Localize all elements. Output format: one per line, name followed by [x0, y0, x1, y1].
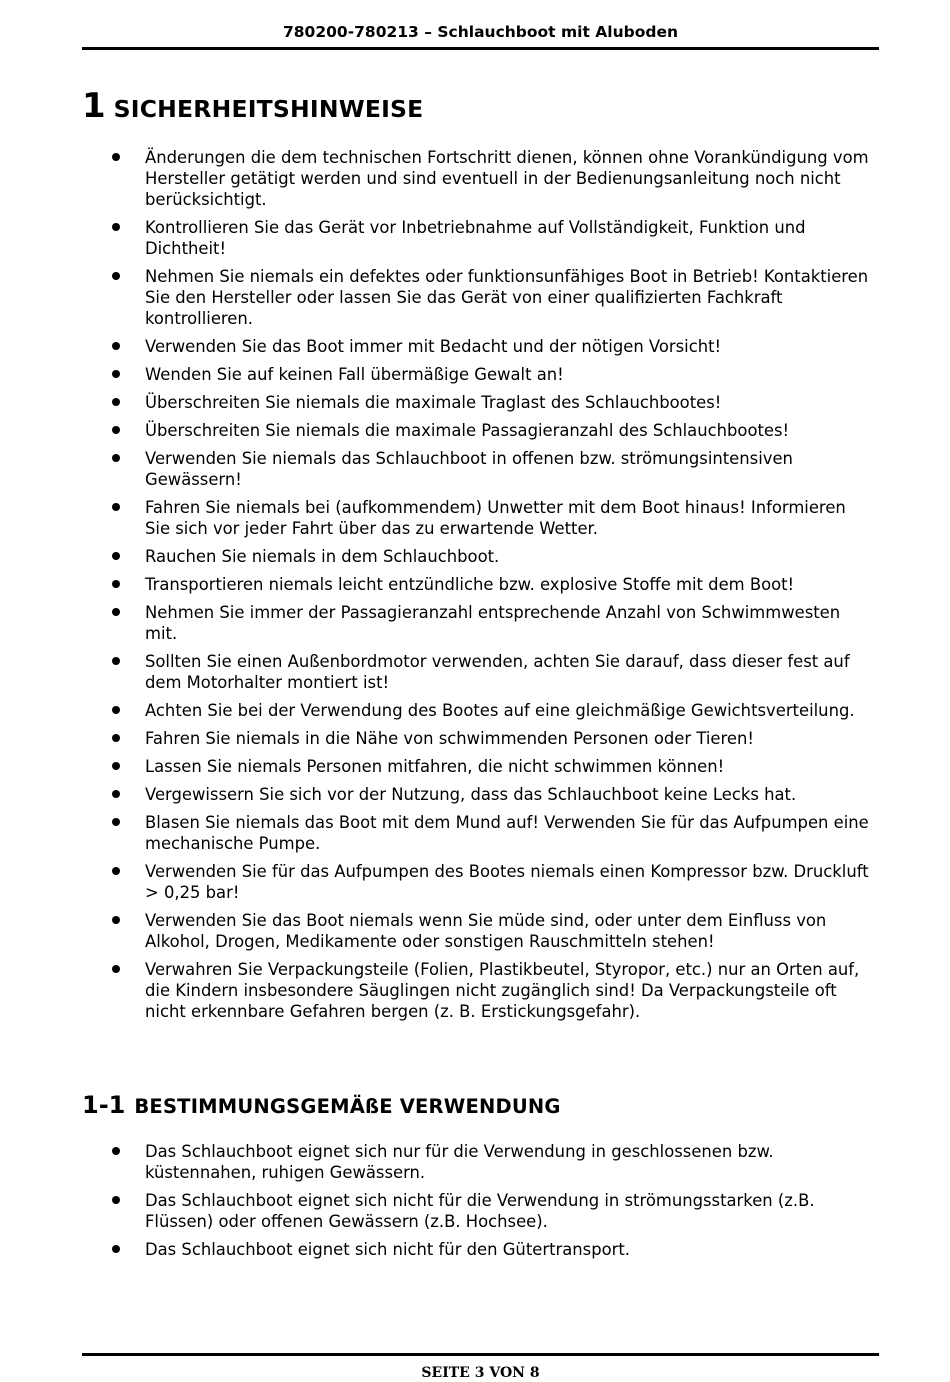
list-item-text: Nehmen Sie niemals ein defektes oder funktionsunfähiges Boot in Betrieb! Kontaktieren Sie den Hersteller oder lassen Sie das Gerät von einer qualifizierten Fachkraft kontrollieren.: [145, 267, 869, 328]
subsection-number: 1-1: [82, 1091, 126, 1119]
list-item: [110, 497, 870, 539]
list-item: [110, 959, 870, 1022]
bullet-icon: [112, 818, 120, 826]
list-item: [110, 546, 870, 567]
list-item: [110, 420, 870, 441]
list-item-text: Fahren Sie niemals bei (aufkommendem) Unwetter mit dem Boot hinaus! Informieren Sie sich vor jeder Fahrt über das zu erwartende Wetter.: [145, 498, 846, 538]
bullet-icon: [112, 426, 120, 434]
list-item-text: Blasen Sie niemals das Boot mit dem Mund auf! Verwenden Sie für das Aufpumpen eine mechanische Pumpe.: [145, 813, 869, 853]
list-item-text: Wenden Sie auf keinen Fall übermäßige Gewalt an!: [145, 365, 564, 384]
list-item: [110, 364, 870, 385]
section-number: 1: [82, 86, 106, 126]
list-item: [110, 1190, 870, 1232]
list-item: [110, 1141, 870, 1183]
list-item-text: Verwenden Sie niemals das Schlauchboot in offenen bzw. strömungsintensiven Gewässern!: [145, 449, 793, 489]
list-item: [110, 1239, 870, 1260]
bullet-icon: [112, 762, 120, 770]
page-number: SEITE 3 VON 8: [421, 1365, 540, 1381]
list-item: [110, 756, 870, 777]
bullet-icon: [112, 734, 120, 742]
bullet-icon: [112, 342, 120, 350]
list-item: [110, 392, 870, 413]
bullet-icon: [112, 657, 120, 665]
bullet-icon: [112, 1147, 120, 1155]
list-item: [110, 336, 870, 357]
list-item: [110, 147, 870, 210]
list-item: [110, 651, 870, 693]
list-item-text: Rauchen Sie niemals in dem Schlauchboot.: [145, 547, 500, 566]
footer-divider: [82, 1353, 879, 1356]
section-title: SICHERHEITSHINWEISE: [113, 95, 424, 123]
list-item: [110, 784, 870, 805]
list-item-text: Nehmen Sie immer der Passagieranzahl entsprechende Anzahl von Schwimmwesten mit.: [145, 603, 841, 643]
bullet-icon: [112, 398, 120, 406]
safety-instructions-list: [110, 147, 870, 1029]
list-item-text: Verwenden Sie das Boot immer mit Bedacht und der nötigen Vorsicht!: [145, 337, 722, 356]
bullet-icon: [112, 790, 120, 798]
list-item-text: Das Schlauchboot eignet sich nicht für den Gütertransport.: [145, 1240, 631, 1259]
list-item-text: Verwenden Sie das Boot niemals wenn Sie müde sind, oder unter dem Einfluss von Alkohol, Drogen, Medikamente oder sonstigen Rauschmitteln stehen!: [145, 911, 827, 951]
list-item-text: Kontrollieren Sie das Gerät vor Inbetriebnahme auf Vollständigkeit, Funktion und Dichtheit!: [145, 218, 806, 258]
page-header-title: 780200-780213 – Schlauchboot mit Aluboden: [282, 23, 678, 41]
list-item-text: Verwahren Sie Verpackungsteile (Folien, Plastikbeutel, Styropor, etc.) nur an Orten auf, die Kindern insbesondere Säuglingen nicht zugänglich sind! Da Verpackungsteile oft nicht erkennbare Gefahren bergen (z. B. Erstickungsgefahr).: [145, 960, 860, 1021]
bullet-icon: [112, 503, 120, 511]
bullet-icon: [112, 223, 120, 231]
list-item-text: Verwenden Sie für das Aufpumpen des Bootes niemals einen Kompressor bzw. Druckluft > 0,25 bar!: [145, 862, 869, 902]
bullet-icon: [112, 916, 120, 924]
list-item-text: Das Schlauchboot eignet sich nur für die Verwendung in geschlossenen bzw. küstennahen, ruhigen Gewässern.: [145, 1142, 774, 1182]
list-item-text: Überschreiten Sie niemals die maximale Passagieranzahl des Schlauchbootes!: [145, 421, 790, 440]
list-item: [110, 728, 870, 749]
list-item-text: Lassen Sie niemals Personen mitfahren, die nicht schwimmen können!: [145, 757, 725, 776]
bullet-icon: [112, 552, 120, 560]
intended-use-list: [110, 1141, 870, 1267]
bullet-icon: [112, 1245, 120, 1253]
list-item-text: Überschreiten Sie niemals die maximale Traglast des Schlauchbootes!: [145, 393, 722, 412]
list-item-text: Fahren Sie niemals in die Nähe von schwimmenden Personen oder Tieren!: [145, 729, 754, 748]
bullet-icon: [112, 1196, 120, 1204]
list-item: [110, 602, 870, 644]
bullet-icon: [112, 153, 120, 161]
bullet-icon: [112, 454, 120, 462]
bullet-icon: [112, 965, 120, 973]
bullet-icon: [112, 580, 120, 588]
bullet-icon: [112, 706, 120, 714]
list-item-text: Vergewissern Sie sich vor der Nutzung, dass das Schlauchboot keine Lecks hat.: [145, 785, 797, 804]
list-item: [110, 217, 870, 259]
list-item: [110, 812, 870, 854]
list-item: [110, 574, 870, 595]
section-heading-safety: [82, 86, 423, 132]
list-item-text: Transportieren niemals leicht entzündliche bzw. explosive Stoffe mit dem Boot!: [145, 575, 795, 594]
list-item: [110, 448, 870, 490]
bullet-icon: [112, 272, 120, 280]
subsection-title: BESTIMMUNGSGEMÄßE VERWENDUNG: [134, 1095, 561, 1118]
list-item-text: Änderungen die dem technischen Fortschritt dienen, können ohne Vorankündigung vom Hersteller getätigt werden und sind eventuell in der Bedienungsanleitung noch nicht berücksichtigt.: [145, 148, 869, 209]
bullet-icon: [112, 370, 120, 378]
list-item: [110, 700, 870, 721]
header-divider: [82, 47, 879, 50]
bullet-icon: [112, 867, 120, 875]
list-item: [110, 266, 870, 329]
list-item: [110, 910, 870, 952]
list-item-text: Das Schlauchboot eignet sich nicht für die Verwendung in strömungsstarken (z.B. Flüssen) oder offenen Gewässern (z.B. Hochsee).: [145, 1191, 815, 1231]
list-item: [110, 861, 870, 903]
list-item-text: Achten Sie bei der Verwendung des Bootes auf eine gleichmäßige Gewichtsverteilung.: [145, 701, 855, 720]
section-heading-intended-use: [82, 1088, 561, 1125]
bullet-icon: [112, 608, 120, 616]
list-item-text: Sollten Sie einen Außenbordmotor verwenden, achten Sie darauf, dass dieser fest auf dem Motorhalter montiert ist!: [145, 652, 850, 692]
